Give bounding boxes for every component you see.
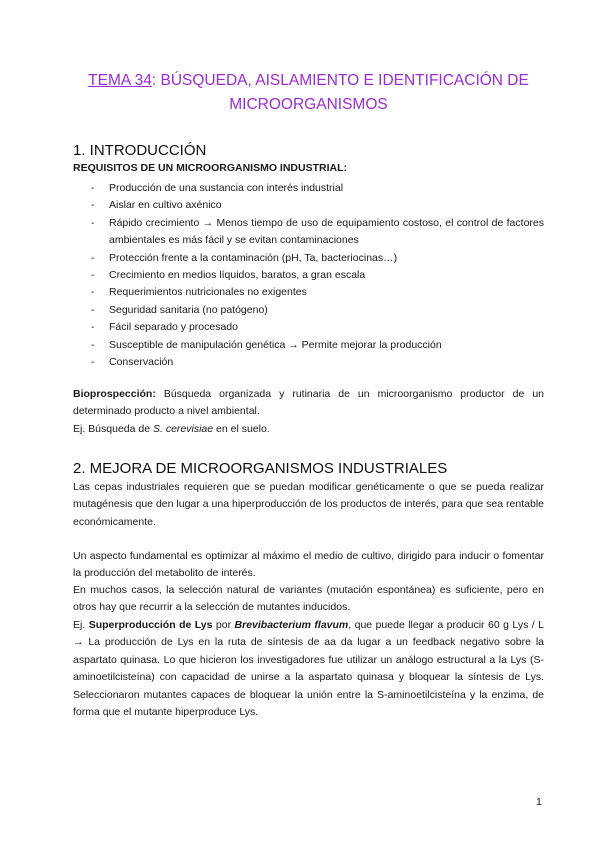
section2-paragraph-3: En muchos casos, la selección natural de variantes (mutación espontánea) es suficiente, pero en otros hay que recurrir a la selección de mutantes inducidos. xyxy=(73,584,544,614)
lys-example-species: Brevibacterium flavum xyxy=(234,619,349,631)
list-item: - Rápido crecimiento → Menos tiempo de uso de equipamiento costoso, el control de factores ambientales es más fácil y se evitan contaminaciones xyxy=(73,215,544,250)
list-item: - Protección frente a la contaminación (pH, Ta, bacteriocinas…) xyxy=(73,250,544,267)
list-item: - Seguridad sanitaria (no patógeno) xyxy=(73,302,544,319)
list-item: - Susceptible de manipulación genética → Permite mejorar la producción xyxy=(73,337,544,354)
section2-paragraph-2: Un aspecto fundamental es optimizar al máximo el medio de cultivo, dirigido para inducir o fomentar la producción del metabolito de interés. xyxy=(73,550,544,580)
page-number: 1 xyxy=(536,796,542,808)
lys-example-paragraph xyxy=(73,617,544,721)
section2-paragraph-1: Las cepas industriales requieren que se puedan modificar genéticamente o que se pueda realizar mutagénesis que den lugar a una hiperproducción de los productos de interés, para que sea rentable económicamente. xyxy=(73,481,544,528)
lys-example-bold: Superproducción de Lys xyxy=(88,619,213,631)
bioprospeccion-definition: Búsqueda organizada y rutinaria de un microorganismo productor de un determinado producto a nivel ambiental. xyxy=(73,388,544,418)
bioprospeccion-term: Bioprospección: xyxy=(73,388,156,400)
list-item: - Crecimiento en medios líquidos, baratos, a gran escala xyxy=(73,267,544,284)
document-title xyxy=(73,69,544,117)
bioprospeccion-paragraph xyxy=(73,386,544,438)
list-item: - Aislar en cultivo axénico xyxy=(73,197,544,214)
example-suffix: en el suelo. xyxy=(213,422,270,435)
title-line2: MICROORGANISMOS xyxy=(229,96,388,113)
example-prefix: Ej. Búsqueda de xyxy=(73,422,153,435)
section2-heading: 2. MEJORA DE MICROORGANISMOS INDUSTRIALES xyxy=(73,460,448,477)
document-page xyxy=(73,0,544,848)
requirements-list xyxy=(73,180,544,371)
title-line1: : BÚSQUEDA, AISLAMIENTO E IDENTIFICACIÓN DE xyxy=(151,72,529,89)
list-item: - Producción de una sustancia con interés industrial xyxy=(73,180,544,197)
list-item: - Fácil separado y procesado xyxy=(73,319,544,336)
lys-example-prefix: Ej. xyxy=(73,619,89,631)
lys-example-mid: por xyxy=(212,619,235,631)
list-item: - Requerimientos nutricionales no exigentes xyxy=(73,284,544,301)
example-species: S. cerevisiae xyxy=(152,422,214,435)
list-item: - Conservación xyxy=(73,354,544,371)
requirements-subheading: REQUISITOS DE UN MICROORGANISMO INDUSTRIAL: xyxy=(73,162,347,174)
lys-example-rest: , que puede llegar a producir 60 g Lys / L → La producción de Lys en la ruta de síntesis de aa da lugar a un feedback negativo sobre la aspartato quinasa. Lo que hicieron los investigadores fue utilizar un análogo estructural a la Lys (S-aminoetilcisteína) con capacidad de unirse a la aspartato quinasa y bloquear la síntesis de Lys. Seleccionaron mutantes capaces de bloquear la unión entre la S-aminoetilcisteína y la enzima, de forma que el mutante hiperproduce Lys. xyxy=(73,619,544,719)
section1-heading: 1. INTRODUCCIÓN xyxy=(73,142,207,159)
title-tema-label: TEMA 34 xyxy=(88,72,152,89)
